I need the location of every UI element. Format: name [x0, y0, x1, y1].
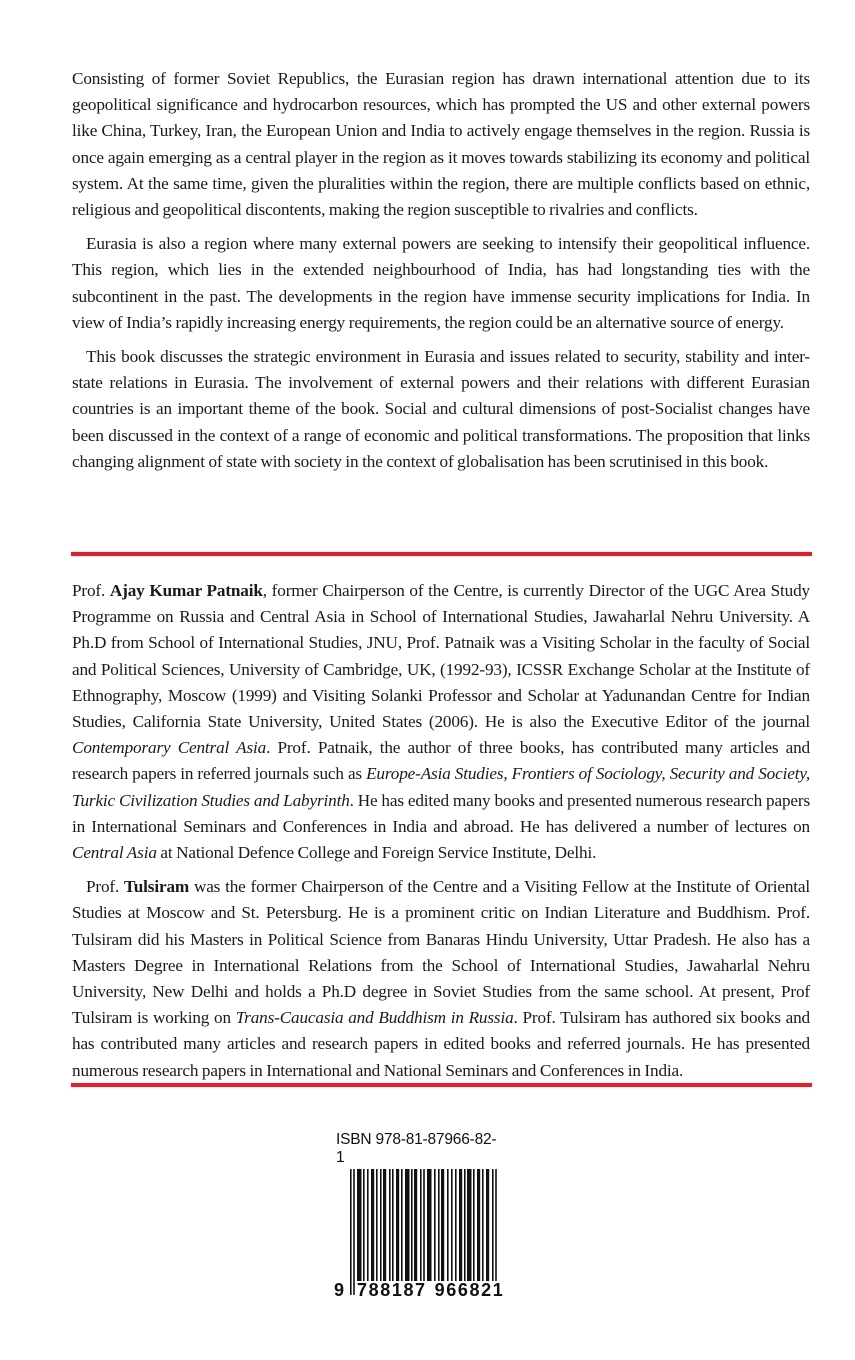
bio-text: . He has edited many books and presented numerous research papers in International Seminars and Conferences in India and abroad. He has delivered a number of lectures on [72, 790, 810, 836]
bio-text: . Prof. Tulsiram has authored six books and has contributed many articles and research papers in edited books and referred journals. He has presented numerous research papers in International and National Seminars and Conferences in India. [72, 1008, 810, 1080]
author-name: Ajay Kumar Patnaik [109, 581, 263, 600]
bio-text: was the former Chairperson of the Centre and a Visiting Fellow at the Institute of Oriental Studies at Moscow and St. Petersburg. He is a prominent critic on Indian Literature and Buddhism. Prof. Tulsiram did his Masters in Political Science from Banaras Hindu University, Uttar Pradesh. He also has a Masters Degree in International Relations from the School of International Studies, Jawaharlal Nehru University, New Delhi and holds a Ph.D degree in Soviet Studies from the same school. At present, Prof Tulsiram is working on [72, 877, 810, 1028]
blurb-paragraph: Eurasia is also a region where many external powers are seeking to intensify their geopolitical influence. This region, which lies in the extended neighbourhood of India, has had longstanding ties with the subcontinent in the past. The developments in the region have immense security implications for India. In view of India’s rapidly increasing energy requirements, the region could be an alternative source of energy. [72, 234, 810, 332]
bio-tulsiram [72, 874, 810, 1084]
blurb-paragraph: This book discusses the strategic environment in Eurasia and issues related to security, stability and inter-state relations in Eurasia. The involvement of external powers and their relations with different Eurasian countries is an important theme of the book. Social and cultural dimensions of post-Socialist changes have been discussed in the context of a range of economic and political transformations. The proposition that links changing alignment of state with society in the context of globalisation has been scrutinised in this book. [72, 347, 810, 471]
book-blurb [72, 66, 810, 475]
bio-text: at National Defence College and Foreign Service Institute, Delhi. [156, 843, 597, 863]
bio-patnaik [72, 578, 810, 866]
blurb-paragraph: Consisting of former Soviet Republics, the Eurasian region has drawn international attention due to its geopolitical significance and hydrocarbon resources, which has prompted the US and other external powers like China, Turkey, Iran, the European Union and India to actively engage themselves in the region. Russia is once again emerging as a central player in the region as it moves towards stabilizing its economy and political system. At the same time, given the pluralities within the region, there are multiple conflicts based on ethnic, religious and geopolitical discontents, making the region susceptible to rivalries and conflicts. [72, 69, 810, 220]
bio-text: . Prof. Patnaik, the author of three books, has contributed many articles and research papers in referred journals such as [72, 738, 810, 784]
barcode-digits [334, 1281, 509, 1299]
red-divider [71, 552, 812, 556]
barcode-digits-left: 788187 [357, 1280, 427, 1300]
work-title: Trans-Caucasia and Buddhism in Russia [235, 1008, 514, 1028]
journal-title: Contemporary Central Asia [72, 738, 267, 758]
barcode-digits-right: 966821 [434, 1280, 505, 1300]
barcode [334, 1169, 505, 1300]
bio-prefix: Prof. [72, 581, 110, 600]
author-name: Tulsiram [124, 877, 190, 897]
bio-text: , former Chairperson of the Centre, is currently Director of the UGC Area Study Programme on Russia and Central Asia in School of International Studies, Jawaharlal Nehru University. A Ph.D from School of International Studies, JNU, Prof. Patnaik was a Visiting Scholar in the faculty of Social and Political Sciences, University of Cambridge, UK, (1992-93), ICSSR Exchange Scholar at the Institute of Ethnography, Moscow (1999) and Visiting Solanki Professor and Scholar at Yadunandan Centre for Indian Studies, California State University, United States (2006). He is also the Executive Editor of the journal [72, 581, 810, 732]
barcode-bars-icon [350, 1169, 504, 1295]
isbn-label: ISBN 978-81-87966-82-1 [336, 1131, 497, 1166]
lecture-topic: Central Asia [72, 843, 157, 863]
isbn-barcode-block [334, 1131, 505, 1300]
red-divider [71, 1083, 812, 1087]
journals-list: Europe-Asia Studies, Frontiers of Sociology, Security and Society, Turkic Civilization Studies and Labyrinth [72, 764, 810, 810]
author-bios [72, 578, 810, 1084]
barcode-digit-first: 9 [334, 1280, 345, 1300]
bio-prefix: Prof. [86, 877, 125, 897]
